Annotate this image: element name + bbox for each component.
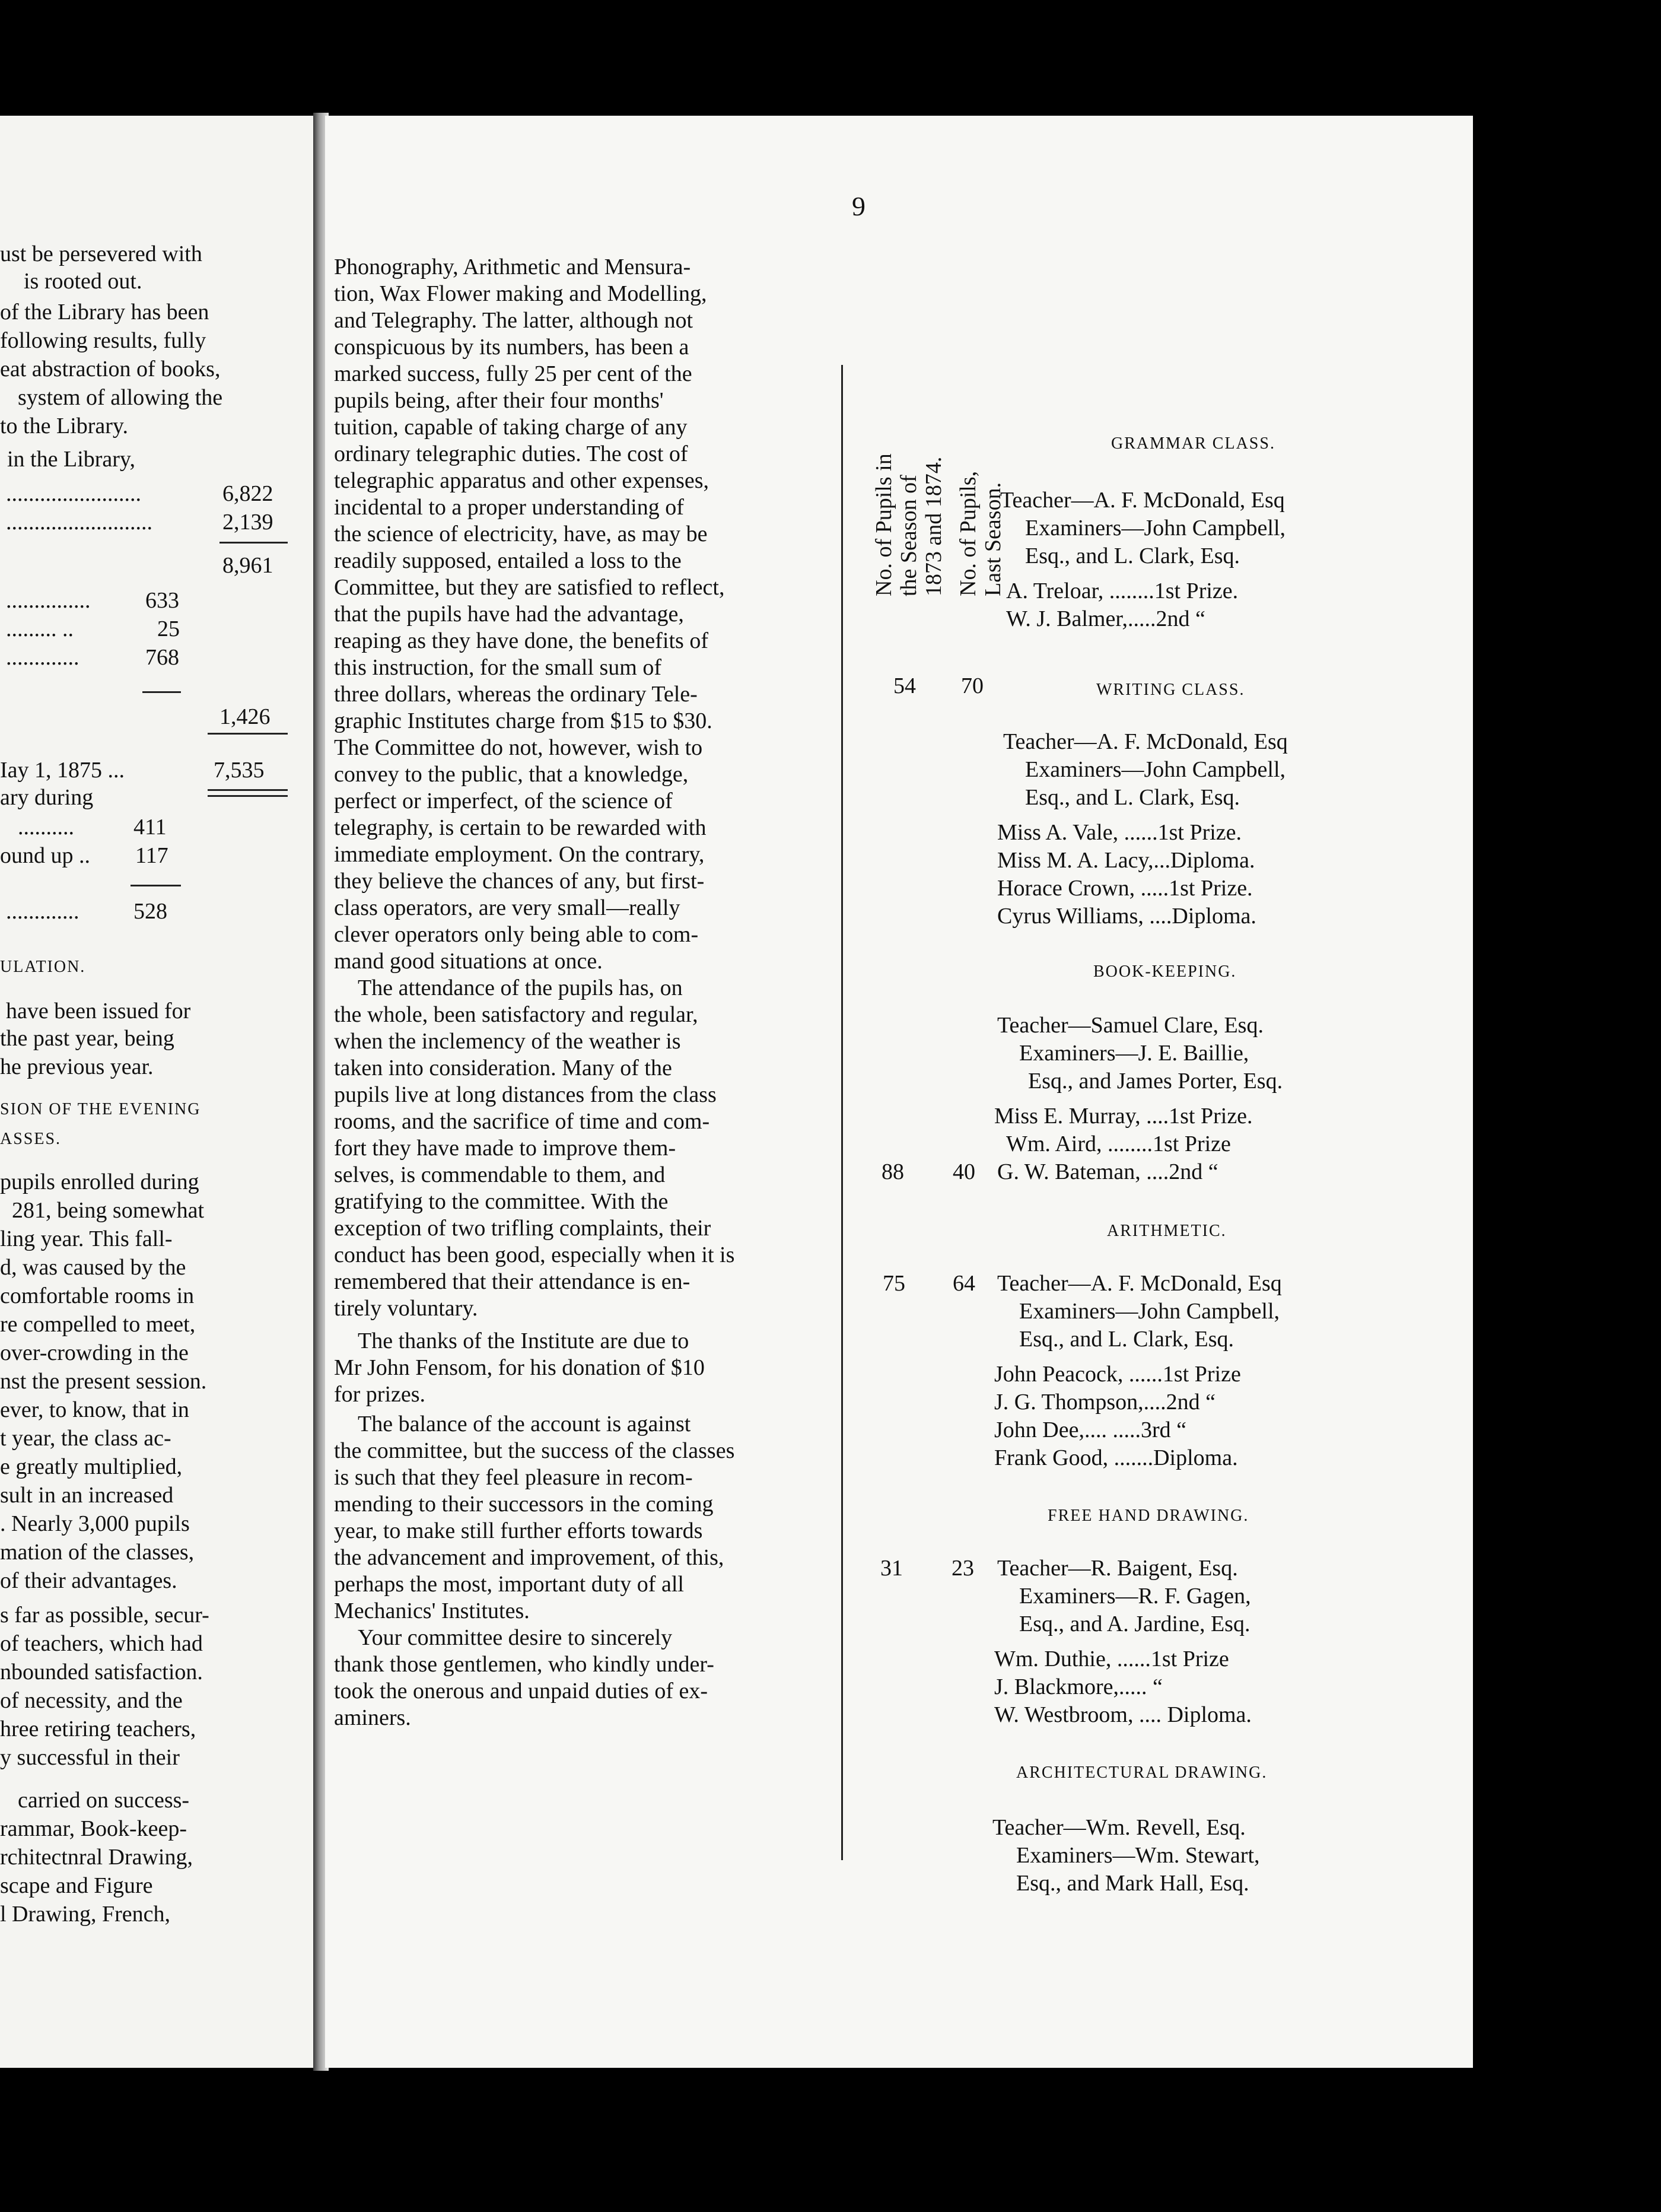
text-line: conspicuous by its numbers, has been a <box>334 335 689 360</box>
figure: 6,822 <box>222 481 273 506</box>
text-line: readily supposed, entailed a loss to the <box>334 548 682 573</box>
teacher-line: Teacher—Wm. Revell, Esq. <box>992 1815 1246 1840</box>
text-line: and Telegraphy. The latter, although not <box>334 308 693 333</box>
text-line: graphic Institutes charge from $15 to $30. <box>334 708 712 733</box>
pupils-count: 88 <box>882 1159 904 1184</box>
column-divider <box>841 365 843 1860</box>
left-text-line: of the Library has been <box>0 300 209 325</box>
examiner-line: Esq., and L. Clark, Esq. <box>1025 785 1240 810</box>
teacher-line: Teacher—A. F. McDonald, Esq <box>1003 729 1288 754</box>
teacher-line: Teacher—A. F. McDonald, Esq <box>997 1271 1282 1296</box>
figure: 117 <box>135 843 168 868</box>
text-line: exception of two trifling complaints, their <box>334 1216 711 1241</box>
dot-leader: ............... <box>6 588 91 613</box>
figure: 25 <box>157 616 180 641</box>
examiner-line: Esq., and James Porter, Esq. <box>1028 1069 1283 1094</box>
pupils-count: 75 <box>883 1271 905 1296</box>
text-line: incidental to a proper understanding of <box>334 495 684 520</box>
sum-rule <box>219 542 288 544</box>
text-line: Your committee desire to sincerely <box>358 1625 673 1650</box>
left-text-line: ust be persevered with <box>0 241 202 266</box>
text-line: convey to the public, that a knowledge, <box>334 762 689 787</box>
class-heading: WRITING CLASS. <box>1096 681 1245 699</box>
text-line: The attendance of the pupils has, on <box>358 975 683 1000</box>
sum-rule <box>142 691 181 693</box>
text-line: Phonography, Arithmetic and Mensura- <box>334 255 691 279</box>
left-text-line: eat abstraction of books, <box>0 357 221 382</box>
class-heading: FREE HAND DRAWING. <box>1048 1507 1249 1525</box>
text-line: conduct has been good, especially when it is <box>334 1242 735 1267</box>
dot-leader: .......................... <box>6 510 152 535</box>
left-text-line: e greatly multiplied, <box>0 1454 183 1479</box>
text-line: Mr John Fensom, for his donation of $10 <box>334 1355 705 1380</box>
prize-line: Miss E. Murray, ....1st Prize. <box>994 1104 1253 1129</box>
left-text-line: ary during <box>0 785 94 810</box>
left-text-line: scape and Figure <box>0 1873 153 1898</box>
text-line: perfect or imperfect, of the science of <box>334 789 673 813</box>
sum-rule <box>208 733 288 735</box>
text-line: telegraphy, is certain to be rewarded with <box>334 815 707 840</box>
left-text-line: ling year. This fall- <box>0 1226 173 1251</box>
text-line: telegraphic apparatus and other expenses, <box>334 468 709 493</box>
examiner-line: Examiners—J. E. Baillie, <box>1019 1041 1249 1066</box>
prize-line: John Dee,.... .....3rd “ <box>994 1418 1186 1442</box>
prize-line: Frank Good, .......Diploma. <box>994 1445 1238 1470</box>
text-line: The balance of the account is against <box>358 1412 691 1436</box>
figure: 7,535 <box>214 758 265 783</box>
text-line: marked success, fully 25 per cent of the <box>334 361 692 386</box>
figure: 411 <box>133 815 167 840</box>
col2-header-line: Last Season. <box>981 482 1005 596</box>
dot-leader: ........................ <box>6 481 141 506</box>
pupils-last-count: 64 <box>953 1271 975 1296</box>
left-text-line: mation of the classes, <box>0 1540 195 1565</box>
section-heading: SION OF THE EVENING <box>0 1100 201 1118</box>
text-line: mending to their successors in the coming <box>334 1492 714 1517</box>
examiner-line: Examiners—Wm. Stewart, <box>1016 1843 1260 1868</box>
left-text-line: of their advantages. <box>0 1568 177 1593</box>
right-page <box>325 116 1473 2068</box>
text-line: year, to make still further efforts towards <box>334 1518 703 1543</box>
text-line: that the pupils have had the advantage, <box>334 602 684 627</box>
sum-rule <box>131 885 181 886</box>
left-text-line: comfortable rooms in <box>0 1283 195 1308</box>
text-line: the whole, been satisfactory and regular, <box>334 1002 698 1027</box>
left-text-line: sult in an increased <box>0 1483 174 1508</box>
teacher-line: Teacher—R. Baigent, Esq. <box>997 1556 1238 1581</box>
examiner-line: Examiners—John Campbell, <box>1019 1299 1280 1324</box>
section-heading: ASSES. <box>0 1130 62 1148</box>
left-text-line: rchitectnral Drawing, <box>0 1845 193 1870</box>
teacher-line: Teacher—A. F. McDonald, Esq <box>1000 488 1285 513</box>
left-text-line: y successful in their <box>0 1745 180 1770</box>
text-line: Committee, but they are satisfied to reflect, <box>334 575 725 600</box>
pupils-last-count: 70 <box>961 673 984 698</box>
text-line: fort they have made to improve them- <box>334 1136 676 1161</box>
text-line: reaping as they have done, the benefits of <box>334 628 708 653</box>
figure: 2,139 <box>222 510 273 535</box>
col1-header-line: the Season of <box>896 475 921 596</box>
left-text-line: 281, being somewhat <box>12 1198 205 1223</box>
left-text-line: pupils enrolled during <box>0 1169 199 1194</box>
text-line: gratifying to the committee. With the <box>334 1189 669 1214</box>
left-text-line: in the Library, <box>7 447 135 472</box>
total-rule <box>208 795 288 797</box>
class-heading: ARCHITECTURAL DRAWING. <box>1016 1763 1268 1782</box>
text-line: The Committee do not, however, wish to <box>334 735 703 760</box>
class-heading: GRAMMAR CLASS. <box>1111 434 1275 453</box>
text-line: three dollars, whereas the ordinary Tele- <box>334 682 698 707</box>
left-text-line: nbounded satisfaction. <box>0 1660 203 1685</box>
col1-header-line: No. of Pupils in <box>871 453 896 596</box>
prize-line: Wm. Aird, ........1st Prize <box>1006 1132 1231 1156</box>
left-text-line: t year, the class ac- <box>0 1426 171 1451</box>
left-text-line: ever, to know, that in <box>0 1397 189 1422</box>
dot-leader: ............. <box>6 645 79 670</box>
examiner-line: Esq., and A. Jardine, Esq. <box>1019 1612 1250 1636</box>
col2-header-line: No. of Pupils, <box>956 471 981 596</box>
class-heading: ARITHMETIC. <box>1107 1222 1227 1240</box>
text-line: The thanks of the Institute are due to <box>358 1329 689 1353</box>
left-text-line: over-crowding in the <box>0 1340 189 1365</box>
teacher-line: Teacher—Samuel Clare, Esq. <box>997 1013 1264 1038</box>
left-text-line: of necessity, and the <box>0 1688 183 1713</box>
dot-leader: ......... .. <box>6 616 74 641</box>
text-line: tirely voluntary. <box>334 1296 478 1321</box>
examiner-line: Examiners—R. F. Gagen, <box>1019 1584 1251 1609</box>
left-text-line: is rooted out. <box>24 269 142 294</box>
text-line: the committee, but the success of the classes <box>334 1438 735 1463</box>
text-line: tuition, capable of taking charge of any <box>334 415 688 440</box>
left-text-line: . Nearly 3,000 pupils <box>0 1511 190 1536</box>
text-line: pupils live at long distances from the class <box>334 1082 717 1107</box>
text-line: remembered that their attendance is en- <box>334 1269 691 1294</box>
text-line: mand good situations at once. <box>334 949 603 974</box>
left-text-line: s far as possible, secur- <box>0 1603 209 1628</box>
text-line: perhaps the most, important duty of all <box>334 1572 684 1597</box>
text-line: is such that they feel pleasure in recom- <box>334 1465 693 1490</box>
left-text-line: have been issued for <box>6 999 191 1024</box>
dot-leader: ............. <box>6 899 79 924</box>
text-line: when the inclemency of the weather is <box>334 1029 681 1054</box>
left-text-line: l Drawing, French, <box>0 1902 171 1927</box>
prize-line: Horace Crown, .....1st Prize. <box>997 876 1253 901</box>
left-text-line: re compelled to meet, <box>0 1312 196 1337</box>
examiner-line: Esq., and Mark Hall, Esq. <box>1016 1871 1249 1896</box>
text-line: taken into consideration. Many of the <box>334 1056 672 1080</box>
text-line: they believe the chances of any, but first- <box>334 869 705 894</box>
text-line: clever operators only being able to com- <box>334 922 699 947</box>
prize-line: G. W. Bateman, ....2nd “ <box>997 1159 1218 1184</box>
left-text-line: carried on success- <box>18 1788 190 1813</box>
left-text-line: Iay 1, 1875 ... <box>0 758 125 783</box>
prize-line: Wm. Duthie, ......1st Prize <box>994 1647 1229 1671</box>
left-text-line: rammar, Book-keep- <box>0 1816 187 1841</box>
left-text-line: ound up .. <box>0 843 90 868</box>
page-number: 9 <box>852 191 865 221</box>
figure: 8,961 <box>222 553 273 578</box>
text-line: rooms, and the sacrifice of time and com- <box>334 1109 710 1134</box>
left-text-line: system of allowing the <box>18 385 223 410</box>
prize-line: Miss A. Vale, ......1st Prize. <box>997 820 1242 845</box>
prize-line: Miss M. A. Lacy,...Diploma. <box>997 848 1255 873</box>
prize-line: John Peacock, ......1st Prize <box>994 1362 1241 1387</box>
text-line: for prizes. <box>334 1382 426 1407</box>
examiner-line: Esq., and L. Clark, Esq. <box>1025 544 1240 568</box>
left-text-line: of teachers, which had <box>0 1631 203 1656</box>
text-line: the science of electricity, have, as may be <box>334 522 708 546</box>
figure: 633 <box>145 588 179 613</box>
pupils-count: 31 <box>880 1556 903 1581</box>
figure: 1,426 <box>219 704 271 729</box>
examiner-line: Esq., and L. Clark, Esq. <box>1019 1327 1234 1352</box>
class-heading: BOOK-KEEPING. <box>1093 962 1237 981</box>
prize-line: Cyrus Williams, ....Diploma. <box>997 904 1256 929</box>
left-text-line: following results, fully <box>0 328 206 353</box>
text-line: Mechanics' Institutes. <box>334 1598 530 1623</box>
examiner-line: Examiners—John Campbell, <box>1025 757 1286 782</box>
figure: 768 <box>145 645 179 670</box>
examiner-line: Examiners—John Campbell, <box>1025 516 1286 541</box>
text-line: the advancement and improvement, of this, <box>334 1545 724 1570</box>
text-line: this instruction, for the small sum of <box>334 655 662 680</box>
text-line: immediate employment. On the contrary, <box>334 842 705 867</box>
text-line: ordinary telegraphic duties. The cost of <box>334 441 688 466</box>
pupils-last-count: 23 <box>952 1556 974 1581</box>
text-line: class operators, are very small—really <box>334 895 680 920</box>
left-page <box>0 116 317 2068</box>
text-line: pupils being, after their four months' <box>334 388 664 413</box>
prize-line: W. J. Balmer,.....2nd “ <box>1006 606 1205 631</box>
left-text-line: hree retiring teachers, <box>0 1717 196 1741</box>
left-text-line: the past year, being <box>0 1026 174 1051</box>
figure: 528 <box>133 899 167 924</box>
total-rule <box>208 789 288 791</box>
left-text-line: he previous year. <box>0 1054 154 1079</box>
col1-header-line: 1873 and 1874. <box>921 456 946 596</box>
section-heading: ULATION. <box>0 958 86 976</box>
text-line: selves, is commendable to them, and <box>334 1162 666 1187</box>
text-line: took the onerous and unpaid duties of ex- <box>334 1679 708 1704</box>
text-line: tion, Wax Flower making and Modelling, <box>334 281 707 306</box>
left-text-line: d, was caused by the <box>0 1255 186 1280</box>
text-line: thank those gentlemen, who kindly under- <box>334 1652 714 1677</box>
prize-line: J. Blackmore,..... “ <box>994 1674 1163 1699</box>
prize-line: A. Treloar, ........1st Prize. <box>1006 579 1239 603</box>
prize-line: W. Westbroom, .... Diploma. <box>994 1702 1252 1727</box>
left-text-line: to the Library. <box>0 414 128 438</box>
pupils-last-count: 40 <box>953 1159 975 1184</box>
pupils-count: 54 <box>893 673 916 698</box>
text-line: aminers. <box>334 1705 411 1730</box>
prize-line: J. G. Thompson,....2nd “ <box>994 1390 1215 1415</box>
dot-leader: .......... <box>18 815 74 840</box>
left-text-line: nst the present session. <box>0 1369 207 1394</box>
